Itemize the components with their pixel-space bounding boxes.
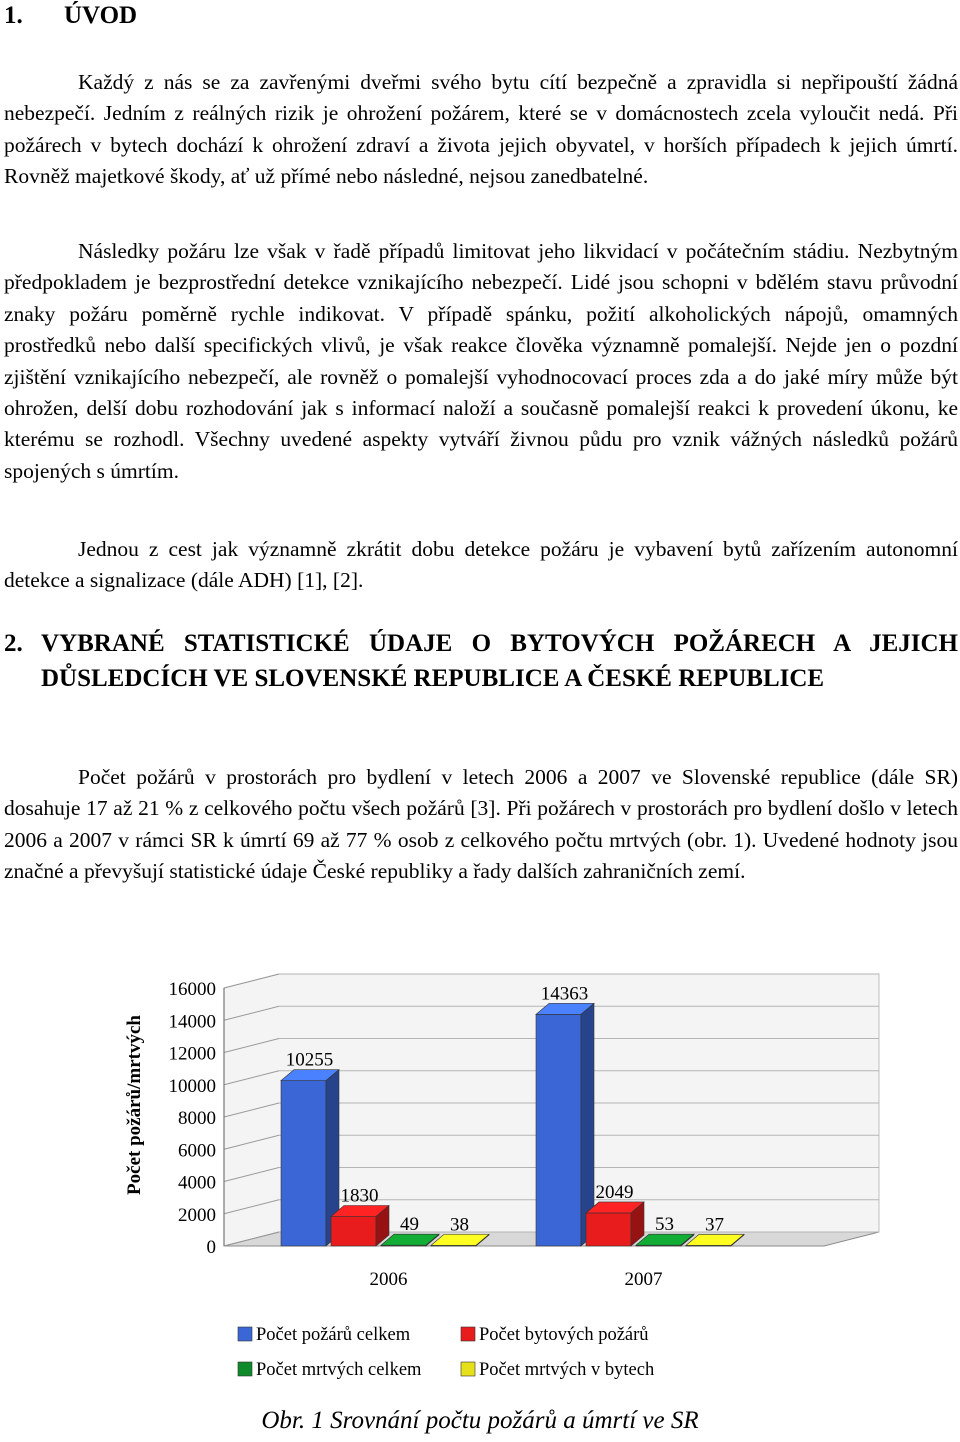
y-tick-label: 16000 xyxy=(168,979,216,1000)
legend-swatch xyxy=(238,1327,252,1341)
section-2-heading xyxy=(4,626,958,696)
section-2-number: 2. xyxy=(4,630,23,657)
legend-swatch xyxy=(461,1362,475,1376)
y-tick-label: 2000 xyxy=(178,1204,216,1226)
section-2-title: VYBRANÉ STATISTICKÉ ÚDAJE O BYTOVÝCH POŽÁRECH A JEJICH DŮSLEDCÍCH VE SLOVENSKÉ REPUBLICE A ČESKÉ REPUBLICE xyxy=(41,630,958,692)
y-tick-label: 8000 xyxy=(178,1108,216,1129)
y-tick-label: 6000 xyxy=(178,1140,216,1162)
y-tick-label: 12000 xyxy=(168,1043,216,1065)
y-axis-label: Počet požárů/mrtvých xyxy=(124,1015,145,1195)
figure-caption: Obr. 1 Srovnání počtu požárů a úmrtí ve SR xyxy=(261,1407,699,1434)
section-1-number: 1. xyxy=(4,2,23,29)
data-label: 38 xyxy=(450,1214,469,1236)
paragraph-3: Jednou z cest jak významně zkrátit dobu detekce požáru je vybavení bytů zařízením autonomní detekce a signalizace (dále ADH) [1], [2]. xyxy=(4,537,958,593)
bar-chart-svg xyxy=(76,935,886,1405)
data-label: 49 xyxy=(400,1214,419,1236)
section-1-title: ÚVOD xyxy=(64,2,138,29)
legend-label: Počet mrtvých celkem xyxy=(256,1360,422,1380)
paragraph-2: Následky požáru lze však v řadě případů limitovat jeho likvidací v počátečním stádiu. Nezbytným předpokladem je bezprostřední detekce vznikajícího nebezpečí. Lidé jsou schopni v bdělém stavu průvodní znaky požáru poměrně rychle indikovat. V případě spánku, požití alkoholických nápojů, omamných prostředků nebo další specifických vlivů, je však reakce člověka významně pomalejší. Nejde jen o pozdní zjištění vznikajícího nebezpečí, ale rovněž o pomalejší vyhodnocovací proces zda a do jaké míry může být ohrožen, delší dobu rozhodování jak s informací naloží a současně pomalejší reakci k provedení úkonu, ke kterému se rozhodl. Všechny uvedené aspekty vytváří živnou půdu pro vznik vážných následků požárů spojených s úmrtím. xyxy=(4,239,958,483)
legend-swatch xyxy=(461,1327,475,1341)
data-label: 2049 xyxy=(595,1181,634,1203)
x-tick-label: 2007 xyxy=(624,1269,663,1290)
y-tick-label: 0 xyxy=(206,1237,216,1258)
bar xyxy=(536,1014,581,1246)
data-label: 10255 xyxy=(285,1049,334,1071)
bar-chart xyxy=(76,935,886,1405)
legend-label: Počet požárů celkem xyxy=(256,1325,411,1345)
paragraph-4: Počet požárů v prostorách pro bydlení v letech 2006 a 2007 ve Slovenské republice (dále SR) dosahuje 17 až 21 % z celkového počtu všech požárů [3]. Při požárech v prostorách pro bydlení došlo v letech 2006 a 2007 v rámci SR k úmrtí 69 až 77 % osob z celkového počtu mrtvých (obr. 1). Uvedené hodnoty jsou značné a převyšují statistické údaje České republiky a řady dalších zahraničních zemí. xyxy=(4,765,958,884)
bar xyxy=(586,1213,631,1246)
y-tick-label: 14000 xyxy=(168,1011,216,1033)
data-label: 37 xyxy=(705,1214,724,1236)
section-1-heading xyxy=(4,2,137,30)
legend-label: Počet bytových požárů xyxy=(479,1325,649,1345)
y-tick-label: 4000 xyxy=(178,1172,216,1194)
bar xyxy=(331,1216,376,1246)
bar xyxy=(281,1081,326,1246)
paragraph-1: Každý z nás se za zavřenými dveřmi svého bytu cítí bezpečně a zpravidla si nepřipouští žádná nebezpečí. Jedním z reálných rizik je ohrožení požárem, které se v domácnostech zcela vyloučit nedá. Při požárech v bytech dochází k ohrožení zdraví a života jejich obyvatel, v horších případech k jejich úmrtí. Rovněž majetkové škody, ať už přímé nebo následné, nejsou zanedbatelné. xyxy=(4,70,958,189)
legend-label: Počet mrtvých v bytech xyxy=(479,1360,655,1380)
data-label: 14363 xyxy=(540,983,589,1005)
legend-swatch xyxy=(238,1362,252,1376)
x-tick-label: 2006 xyxy=(369,1269,408,1290)
data-label: 1830 xyxy=(340,1185,379,1207)
data-label: 53 xyxy=(655,1214,674,1236)
y-tick-label: 10000 xyxy=(168,1075,216,1097)
